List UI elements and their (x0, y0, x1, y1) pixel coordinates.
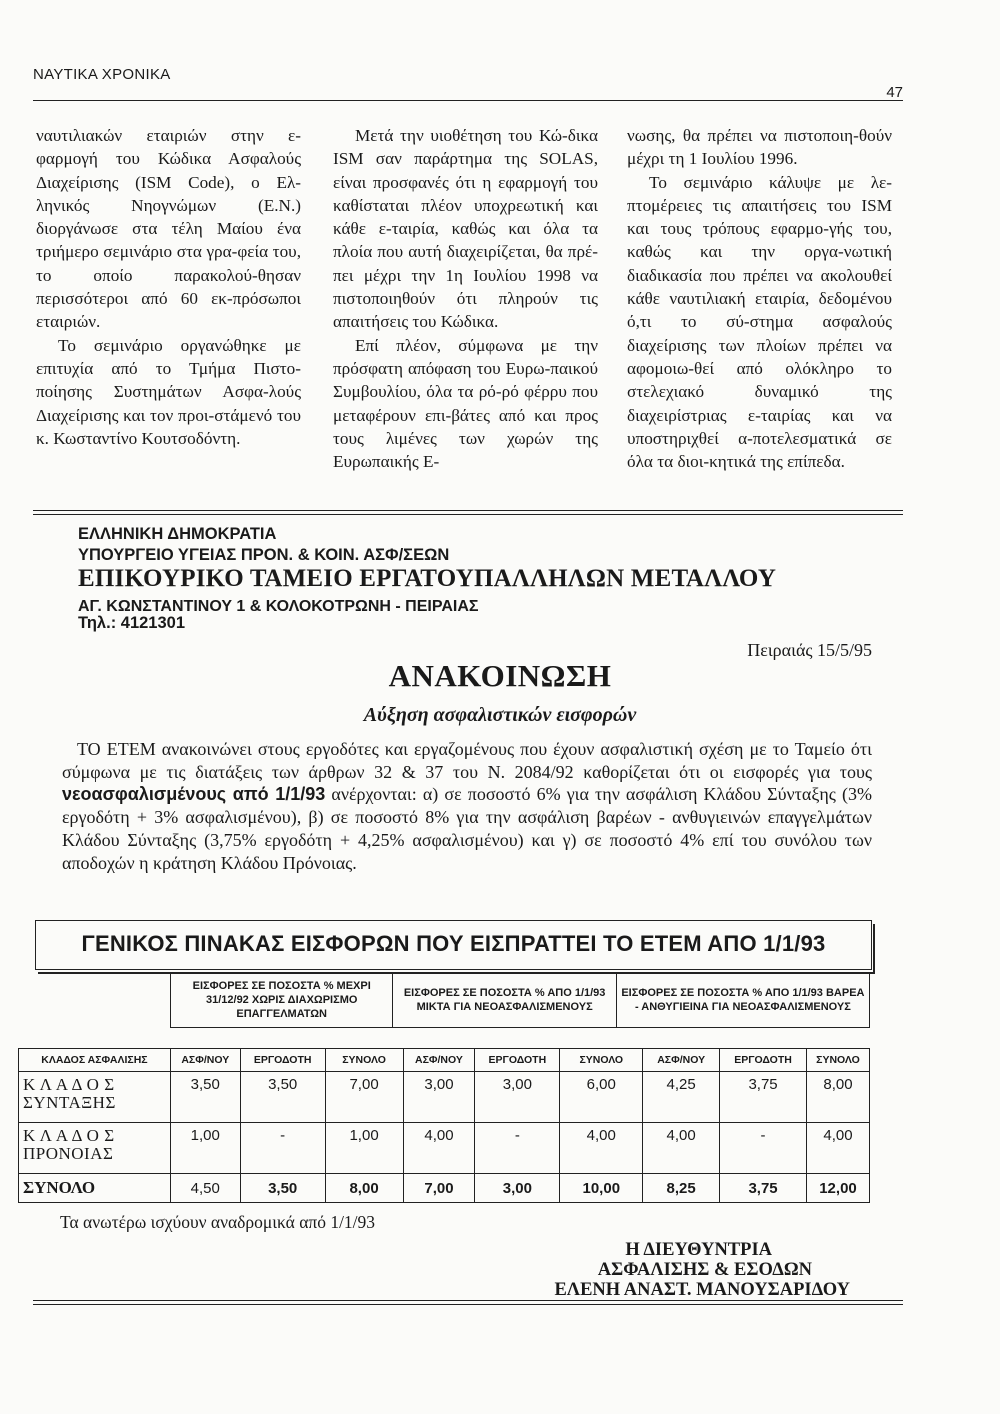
column-header: ΑΣΦ/ΝΟΥ (403, 1049, 475, 1072)
table-cell: 4,00 (403, 1123, 475, 1174)
table-cell: - (240, 1123, 325, 1174)
table-row (19, 1123, 870, 1174)
table-cell: 1,00 (325, 1123, 403, 1174)
group-header: ΕΙΣΦΟΡΕΣ ΣΕ ΠΟΣΟΣΤΑ % ΜΕΧΡΙ 31/12/92 ΧΩΡΙΣ ΔΙΑΧΩΡΙΣΜΟ ΕΠΑΓΓΕΛΜΑΤΩΝ (171, 973, 393, 1028)
table-cell: 3,50 (170, 1072, 240, 1123)
column-header: ΚΛΑΔΟΣ ΑΣΦΑΛΙΣΗΣ (19, 1049, 171, 1072)
signature-department: ΑΣΦΑΛΙΣΗΣ & ΕΣΟΔΩΝ (597, 1260, 812, 1280)
place-date: Πειραιάς 15/5/95 (747, 640, 872, 660)
body-text-part2: ανέρχονται: α) σε ποσοστό 6% για την ασφάλιση Κλάδου Σύνταξης (3% εργοδότη + 3% ασφαλισμένου), β) σε ποσοστό 8% για την ασφάλιση βαρέων - ανθυγιεινών επαγγελμάτων Κλάδου Σύνταξης (3,75% εργοδότη + 4,25% ασφαλισμένου) και γ) σε ποσοστό 4% επί του συνόλου των αποδοχών η κράτηση Κλάδου Πρόνοιας. (62, 784, 872, 873)
ministry-heading: ΥΠΟΥΡΓΕΙΟ ΥΓΕΙΑΣ ΠΡΟΝ. & ΚΟΙΝ. ΑΣΦ/ΣΕΩΝ (78, 546, 450, 564)
announcement-subtitle: Αύξηση ασφαλιστικών εισφορών (363, 704, 637, 726)
republic-heading: ΕΛΛΗΝΙΚΗ ΔΗΜΟΚΡΑΤΙΑ (78, 525, 277, 543)
article-paragraph: ναυτιλιακών εταιριών στην ε-φαρμογή του Κώδικα Ασφαλούς Διαχείρισης (ISM Code), ο Ελ-ληνικός Νηογνώμων (Ε.Ν.) διοργάνωσε στα τέλη Μαίου ένα τριήμερο σεμινάριο στα γρα-φεία του, το οποίο παρακολού-θησαν περισσότεροι από 60 εκ-πρόσωποι εταιριών. (36, 126, 301, 332)
table-cell: 12,00 (807, 1174, 870, 1203)
table-cell: 3,00 (403, 1072, 475, 1123)
table-cell: 10,00 (560, 1174, 643, 1203)
article-paragraph: Επί πλέον, σύμφωνα με την πρόσφατη απόφαση του Ευρω-παικού Συμβουλίου, όλα τα ρό-ρό φέρρυ που μεταφέρουν επι-βάτες από και προς τους λιμένες των χωρών της Ευρωπαικής Ε- (333, 335, 598, 472)
column-header: ΕΡΓΟΔΟΤΗ (240, 1049, 325, 1072)
table-cell: 3,50 (240, 1174, 325, 1203)
table-cell: 8,00 (325, 1174, 403, 1203)
table-title: ΓΕΝΙΚΟΣ ΠΙΝΑΚΑΣ ΕΙΣΦΟΡΩΝ ΠΟΥ ΕΙΣΠΡΑΤΤΕΙ ΤΟ ΕΤΕΜ ΑΠΟ 1/1/93 (35, 920, 872, 970)
article-paragraph: Το σεμινάριο κάλυψε με λε-πτομέρειες τις απαιτήσεις του ISM και τους τρόπους εφαρμο-γής του, καθώς και την οργα-νωτική διαδικασία που πρέπει να ακολουθεί κάθε ναυτιλιακή εταιρία, δεδομένου ό,τι το σύ-στημα ασφαλούς διαχείρισης των πλοίων πρέπει να αφομοιω-θεί από ολόκληρο το στελεχιακό δυναμικό της διαχειρίστριας ε-ταιρίας και να υποστηριχθεί α-ποτελεσματικά σε όλα τα διοι-κητικά της επίπεδα. (627, 172, 892, 472)
signature-title: Η ΔΙΕΥΘΥΝΤΡΙΑ (625, 1240, 772, 1260)
publication-name: ΝΑΥΤΙΚΑ ΧΡΟΝΙΚΑ (33, 66, 171, 83)
table-cell: 7,00 (325, 1072, 403, 1123)
body-text-bold: νεοασφαλισμένους από 1/1/93 (62, 784, 326, 805)
fund-name: ΕΠΙΚΟΥΡΙΚΟ ΤΑΜΕΙΟ ΕΡΓΑΤΟΥΠΑΛΛΗΛΩΝ ΜΕΤΑΛΛΟΥ (78, 565, 777, 592)
article-column-1 (36, 124, 301, 450)
table-cell: 3,00 (475, 1174, 560, 1203)
page-number: 47 (886, 84, 903, 101)
section-divider (33, 510, 903, 515)
table-cell: 1,00 (170, 1123, 240, 1174)
table-cell: 3,75 (720, 1072, 807, 1123)
row-label: Κ Λ Α Δ Ο Σ ΠΡΟΝΟΙΑΣ (19, 1123, 171, 1174)
header-rule (33, 100, 903, 101)
retroactive-note: Τα ανωτέρω ισχύουν αναδρομικά από 1/1/93 (60, 1212, 376, 1232)
table-cell: 6,00 (560, 1072, 643, 1123)
column-header: ΣΥΝΟΛΟ (325, 1049, 403, 1072)
column-header: ΣΥΝΟΛΟ (560, 1049, 643, 1072)
column-header: ΕΡΓΟΔΟΤΗ (475, 1049, 560, 1072)
body-text-part1: ΤΟ ΕΤΕΜ ανακοινώνει στους εργοδότες και εργαζομένους που έχουν ασφαλιστική σχέση με το Ταμείο ότι σύμφωνα με τις διατάξεις των άρθρων 32 & 37 του Ν. 2084/92 καθορίζεται ότι οι εισφορές για τους (62, 739, 872, 782)
table-cell: 4,50 (170, 1174, 240, 1203)
bottom-divider (33, 1300, 903, 1305)
table-cell: 8,00 (807, 1072, 870, 1123)
signature-name: ΕΛΕΝΗ ΑΝΑΣΤ. ΜΑΝΟΥΣΑΡΙΔΟΥ (554, 1280, 850, 1300)
table-cell: 3,75 (720, 1174, 807, 1203)
table-cell: 3,50 (240, 1072, 325, 1123)
table-cell: 8,25 (643, 1174, 720, 1203)
fund-phone: Τηλ.: 4121301 (78, 614, 186, 632)
article-paragraph: Μετά την υιοθέτηση του Κώ-δικα ISM σαν παράρτημα της SOLAS, είναι προσφανές ότι η εφαρμογή του καθίσταται πλέον υποχρεωτική και κάθε ε-ταιρία, καθώς και όλα τα πλοία που αυτή διαχειρίζεται, θα πρέ-πει μέχρι την 1η Ιουλίου 1998 να πιστοποιηθούν ότι πληρούν τις απαιτήσεις του Κώδικα. (333, 126, 598, 332)
row-label: ΣΥΝΟΛΟ (19, 1174, 171, 1203)
table-total-row (19, 1174, 870, 1203)
table-cell: 4,00 (807, 1123, 870, 1174)
article-paragraph: νωσης, θα πρέπει να πιστοποιη-θούν μέχρι τη 1 Ιουλίου 1996. (627, 126, 892, 169)
table-cell: 7,00 (403, 1174, 475, 1203)
table-cell: - (475, 1123, 560, 1174)
announcement-body (62, 738, 872, 874)
contributions-table (18, 1048, 870, 1203)
table-cell: 3,00 (475, 1072, 560, 1123)
group-header: ΕΙΣΦΟΡΕΣ ΣΕ ΠΟΣΟΣΤΑ % ΑΠΟ 1/1/93 ΒΑΡΕΑ - ΑΝΘΥΓΙΕΙΝΑ ΓΙΑ ΝΕΟΑΣΦΑΛΙΣΜΕΝΟΥΣ (616, 973, 869, 1028)
column-header: ΑΣΦ/ΝΟΥ (643, 1049, 720, 1072)
table-cell: 4,25 (643, 1072, 720, 1123)
table-cell: - (720, 1123, 807, 1174)
table-cell: 4,00 (643, 1123, 720, 1174)
article-paragraph: Το σεμινάριο οργανώθηκε με επιτυχία από το Τμήμα Πιστο-ποίησης Συστημάτων Ασφα-λούς Διαχείρισης και τον προι-στάμενό του κ. Κωσταντίνο Κουτσοδόντη. (36, 335, 301, 448)
table-row (19, 1072, 870, 1123)
announcement-title: ΑΝΑΚΟΙΝΩΣΗ (388, 658, 612, 693)
article-column-3 (627, 124, 892, 473)
group-header: ΕΙΣΦΟΡΕΣ ΣΕ ΠΟΣΟΣΤΑ % ΑΠΟ 1/1/93 ΜΙΚΤΑ ΓΙΑ ΝΕΟΑΣΦΑΛΙΣΜΕΝΟΥΣ (393, 973, 616, 1028)
group-headers (170, 972, 870, 1028)
article-column-2 (333, 124, 598, 473)
row-label: Κ Λ Α Δ Ο Σ ΣΥΝΤΑΞΗΣ (19, 1072, 171, 1123)
column-header: ΑΣΦ/ΝΟΥ (170, 1049, 240, 1072)
column-header: ΣΥΝΟΛΟ (807, 1049, 870, 1072)
column-header: ΕΡΓΟΔΟΤΗ (720, 1049, 807, 1072)
fund-address: ΑΓ. ΚΩΝΣΤΑΝΤΙΝΟΥ 1 & ΚΟΛΟΚΟΤΡΩΝΗ - ΠΕΙΡΑΙΑΣ (78, 598, 479, 615)
table-cell: 4,00 (560, 1123, 643, 1174)
